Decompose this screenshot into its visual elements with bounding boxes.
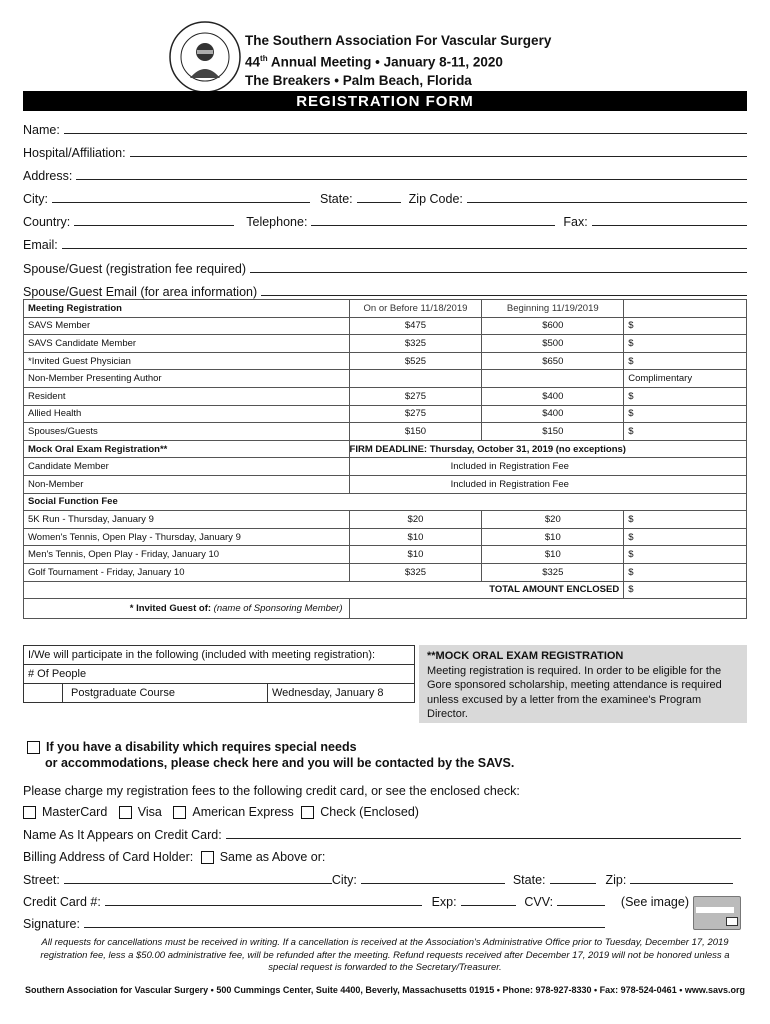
mock-exam-info: **MOCK ORAL EXAM REGISTRATION Meeting registration is required. In order to be eligible for the Gore sponsored scholarship, meeting attendance is required unless excused by a letter from the examinee's Program Director. [419,645,747,723]
table-row [24,423,747,441]
fee-table [23,299,747,619]
guest-row [24,599,747,619]
table-cell: Included in Registration Fee [349,475,746,493]
table-cell: $325 [482,563,624,581]
sponsoring-member-field[interactable] [349,599,746,619]
amount-field[interactable]: $ [624,317,747,335]
street-field[interactable] [64,882,332,884]
amount-field[interactable]: $ [624,335,747,353]
check-checkbox[interactable] [301,806,314,819]
spouse-email-row: Spouse/Guest Email (for area information) [23,279,747,299]
table-row [24,475,747,493]
table-cell: $20 [349,511,482,529]
table-cell: Allied Health [24,405,350,423]
table-cell: Men's Tennis, Open Play - Friday, January 10 [24,546,350,564]
form-title-banner: REGISTRATION FORM [23,91,747,111]
table-cell: $525 [349,352,482,370]
amount-field[interactable]: $ [624,387,747,405]
table-cell: $325 [349,335,482,353]
fax-field[interactable] [592,224,747,226]
signature-row: Signature: [23,911,605,931]
people-count-field[interactable] [24,684,63,702]
name-field[interactable] [64,132,747,134]
address-row: Address: [23,163,747,183]
table-cell: Non-Member [24,475,350,493]
participation-box [23,645,415,703]
table-cell: Social Function Fee [24,493,747,511]
table-cell: SAVS Member [24,317,350,335]
name-row: Name: [23,117,747,137]
address-field[interactable] [76,178,747,180]
payment-intro: Please charge my registration fees to the following credit card, or see the enclosed check: [23,784,520,798]
venue-line: The Breakers • Palm Beach, Florida [245,72,472,88]
billing-row: Billing Address of Card Holder: Same as Above or: [23,850,326,864]
table-row [24,546,747,564]
email-row: Email: [23,232,747,252]
table-row [24,405,747,423]
table-cell: $10 [482,528,624,546]
table-row [24,458,747,476]
table-row [24,387,747,405]
spouse-email-field[interactable] [261,294,747,296]
table-cell: $400 [482,405,624,423]
table-cell: Non-Member Presenting Author [24,370,350,388]
table-cell: SAVS Candidate Member [24,335,350,353]
amex-checkbox[interactable] [173,806,186,819]
table-cell: $600 [482,317,624,335]
zip-field[interactable] [467,201,747,203]
hospital-row: Hospital/Affiliation: [23,140,747,160]
table-row [24,370,747,388]
association-seal [168,20,242,94]
city-field[interactable] [52,201,310,203]
table-cell: *Invited Guest Physician [24,352,350,370]
table-row [24,511,747,529]
cancellation-policy: All requests for cancellations must be received in writing. If a cancellation is received at the Association's Administrative Office prior to Tuesday, December 17, 2019 registration fee, less a $50.00 administrative fee, will be refunded after the meeting. Refund requests received after December 17, 2019 will not be honored unless a special request is forwarded to the Secretary/Treasurer. [40,937,730,973]
meeting-line: 44th Annual Meeting • January 8-11, 2020 [245,54,503,70]
total-row [24,581,747,599]
table-row [24,317,747,335]
table-cell: $150 [482,423,624,441]
telephone-field[interactable] [311,224,555,226]
table-row [24,563,747,581]
exp-field[interactable] [461,904,517,906]
billing-city-field[interactable] [361,882,505,884]
table-cell: Meeting Registration [24,300,350,318]
amount-field[interactable]: $ [624,546,747,564]
email-field[interactable] [62,247,747,249]
social-header-row [24,493,747,511]
table-cell: $20 [482,511,624,529]
table-cell: 5K Run - Thursday, January 9 [24,511,350,529]
billing-state-field[interactable] [550,882,596,884]
participation-title: I/We will participate in the following (included with meeting registration): [24,646,414,665]
disability-section: If you have a disability which requires special needs or accommodations, please check here and you will be contacted by the SAVS. [27,739,514,771]
mock-exam-body: Meeting registration is required. In order to be eligible for the Gore sponsored scholarship, meeting attendance is required unless excused by a letter from the examinee's Program Director. [427,664,722,720]
state-field[interactable] [357,201,401,203]
mastercard-checkbox[interactable] [23,806,36,819]
table-cell: On or Before 11/18/2019 [349,300,482,318]
credit-card-cvv-image [693,896,741,930]
table-cell [482,370,624,388]
total-amount-field[interactable]: $ [624,581,747,599]
visa-checkbox[interactable] [119,806,132,819]
table-cell: * Invited Guest of: (name of Sponsoring Member) [24,599,350,619]
same-as-above-checkbox[interactable] [201,851,214,864]
table-row [24,335,747,353]
amount-field[interactable]: Complimentary [624,370,747,388]
table-cell [349,370,482,388]
table-cell: $10 [349,546,482,564]
people-label: # Of People [24,665,414,684]
disability-checkbox[interactable] [27,741,40,754]
table-cell: Resident [24,387,350,405]
table-cell: $275 [349,405,482,423]
course-name: Postgraduate Course [63,684,268,702]
billing-zip-field[interactable] [630,882,733,884]
course-date: Wednesday, January 8 [272,687,384,699]
see-image-note: (See image) [620,895,689,909]
table-cell: Beginning 11/19/2019 [482,300,624,318]
table-cell: $10 [349,528,482,546]
street-row: Street: City: State: Zip: [23,867,733,887]
table-cell: Mock Oral Exam Registration** [24,440,350,458]
table-cell: Golf Tournament - Friday, January 10 [24,563,350,581]
signature-field[interactable] [84,926,605,928]
card-name-field[interactable] [226,837,741,839]
table-cell: Included in Registration Fee [349,458,746,476]
amount-field[interactable]: $ [624,352,747,370]
footer-address: Southern Association for Vascular Surgery • 500 Cummings Center, Suite 4400, Beverly, Massachusetts 01915 • Phone: 978-927-8330 • Fax: 978-524-0461 • www.savs.org [24,985,746,995]
card-number-row: Credit Card #: Exp: CVV: (See image) [23,889,693,909]
table-row [24,352,747,370]
spouse-row: Spouse/Guest (registration fee required) [23,256,747,276]
table-row [24,528,747,546]
org-name: The Southern Association For Vascular Surgery [245,33,552,48]
city-row: City: State: Zip Code: [23,186,747,206]
header-text [245,32,551,90]
table-header-row [24,300,747,318]
table-cell: Candidate Member [24,458,350,476]
card-number-field[interactable] [105,904,422,906]
amount-field[interactable]: $ [624,528,747,546]
hospital-field[interactable] [130,155,747,157]
table-cell: $325 [349,563,482,581]
table-cell: Spouses/Guests [24,423,350,441]
amount-field[interactable]: $ [624,511,747,529]
table-cell: TOTAL AMOUNT ENCLOSED [24,581,624,599]
table-cell [624,300,747,318]
card-name-row: Name As It Appears on Credit Card: [23,822,741,842]
table-cell: $275 [349,387,482,405]
table-cell: $500 [482,335,624,353]
cvv-field[interactable] [557,904,605,906]
spouse-field[interactable] [250,271,747,273]
country-row: Country: Telephone: Fax: [23,209,747,229]
table-cell: $400 [482,387,624,405]
amount-field[interactable]: $ [624,405,747,423]
table-cell: $475 [349,317,482,335]
country-field[interactable] [74,224,234,226]
table-cell: Women's Tennis, Open Play - Thursday, January 9 [24,528,350,546]
amount-field[interactable]: $ [624,423,747,441]
amount-field[interactable]: $ [624,563,747,581]
table-cell: FIRM DEADLINE: Thursday, October 31, 2019 (no exceptions) [349,440,746,458]
table-cell: $150 [349,423,482,441]
table-cell: $10 [482,546,624,564]
mock-exam-header-row [24,440,747,458]
payment-methods: MasterCard Visa American Express Check (Enclosed) [23,805,419,819]
table-cell: $650 [482,352,624,370]
